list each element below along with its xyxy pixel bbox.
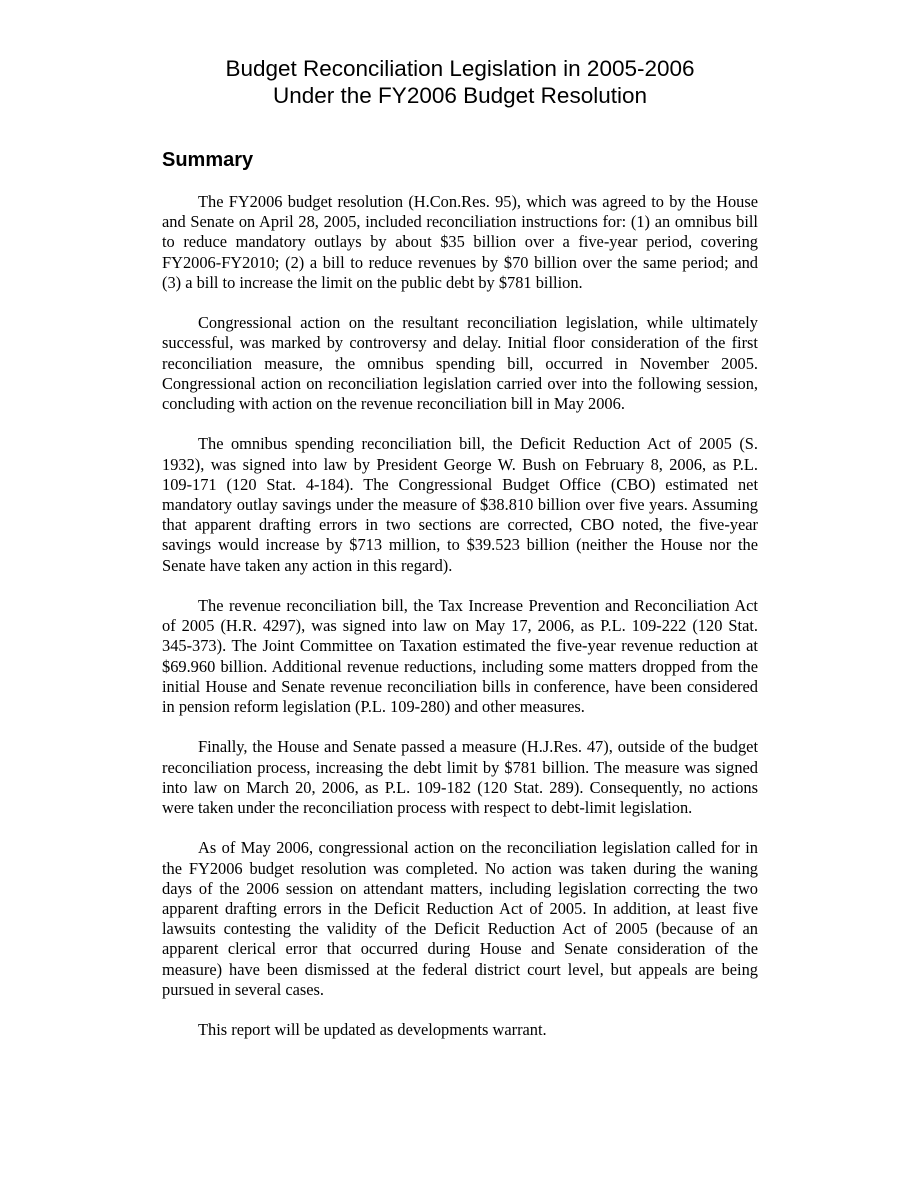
summary-paragraph-1: The FY2006 budget resolution (H.Con.Res. 95), which was agreed to by the House and Senate on April 28, 2005, included reconciliation instructions for: (1) an omnibus bill to reduce mandatory outlays by about $35 billion over a five-year period, covering FY2006-FY2010; (2) a bill to reduce revenues by $70 billion over the same period; and (3) a bill to increase the limit on the public debt by $781 billion. [162, 192, 758, 292]
summary-paragraph-7: This report will be updated as developments warrant. [198, 1020, 547, 1040]
summary-heading: Summary [162, 149, 254, 171]
title-line-1: Budget Reconciliation Legislation in 2005-2006 [225, 56, 695, 81]
title-line-2: Under the FY2006 Budget Resolution [273, 83, 647, 108]
summary-paragraph-4: The revenue reconciliation bill, the Tax Increase Prevention and Reconciliation Act of 2005 (H.R. 4297), was signed into law on May 17, 2006, as P.L. 109-222 (120 Stat. 345-373). The Joint Committee on Taxation estimated the five-year revenue reduction at $69.960 billion. Additional revenue reductions, including some matters dropped from the initial House and Senate revenue reconciliation bills in conference, have been considered in pension reform legislation (P.L. 109-280) and other measures. [162, 596, 758, 717]
summary-paragraph-2: Congressional action on the resultant reconciliation legislation, while ultimately successful, was marked by controversy and delay. Initial floor consideration of the first reconciliation measure, the omnibus spending bill, occurred in November 2005. Congressional action on reconciliation legislation carried over into the following session, concluding with action on the revenue reconciliation bill in May 2006. [162, 313, 758, 414]
document-title [162, 55, 758, 109]
document-page [162, 55, 758, 1061]
summary-paragraph-3: The omnibus spending reconciliation bill, the Deficit Reduction Act of 2005 (S. 1932), was signed into law by President George W. Bush on February 8, 2006, as P.L. 109-171 (120 Stat. 4-184). The Congressional Budget Office (CBO) estimated net mandatory outlay savings under the measure of $38.810 billion over five years. Assuming that apparent drafting errors in two sections are corrected, CBO noted, the five-year savings would increase by $713 million, to $39.523 billion (neither the House nor the Senate have taken any action in this regard). [162, 434, 758, 575]
summary-body [162, 192, 758, 1040]
summary-paragraph-6: As of May 2006, congressional action on the reconciliation legislation called for in the FY2006 budget resolution was completed. No action was taken during the waning days of the 2006 session on attendant matters, including legislation correcting the two apparent drafting errors in the Deficit Reduction Act of 2005. In addition, at least five lawsuits contesting the validity of the Deficit Reduction Act of 2005 (because of an apparent clerical error that occurred during House and Senate consideration of the measure) have been dismissed at the federal district court level, but appeals are being pursued in several cases. [162, 838, 758, 999]
summary-paragraph-5: Finally, the House and Senate passed a measure (H.J.Res. 47), outside of the budget reconciliation process, increasing the debt limit by $781 billion. The measure was signed into law on March 20, 2006, as P.L. 109-182 (120 Stat. 289). Consequently, no actions were taken under the reconciliation process with respect to debt-limit legislation. [162, 737, 758, 818]
